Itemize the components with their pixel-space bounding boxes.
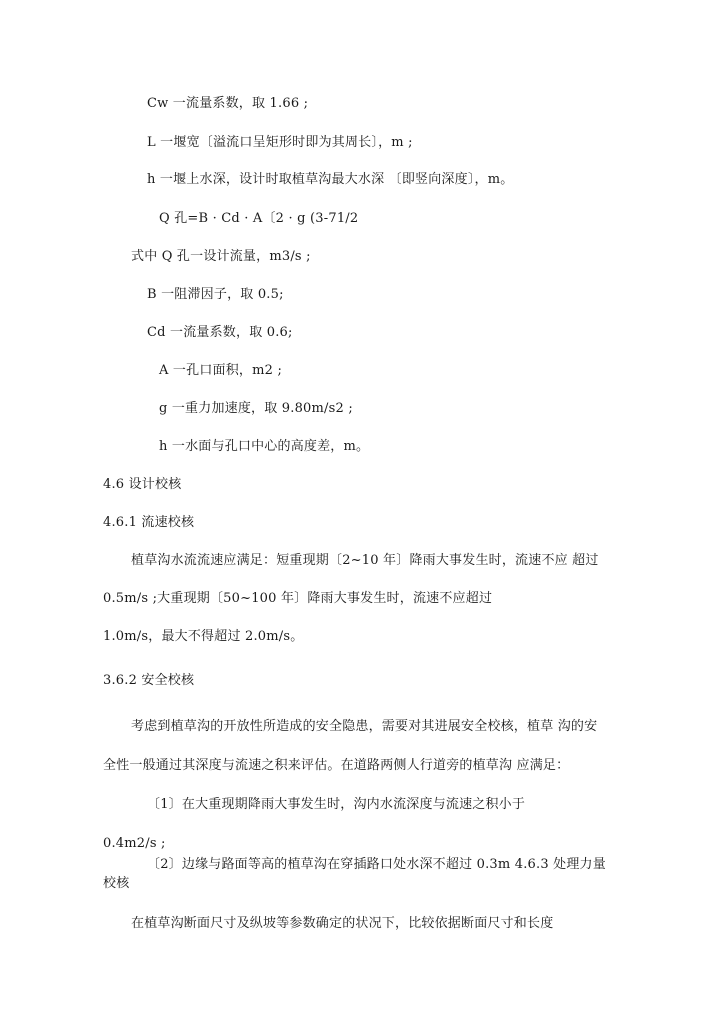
- text-line-cd: Cd 一流量系数，取 0.6;: [147, 325, 293, 340]
- text-line-weir-depth: h 一堰上水深，设计时取植草沟最大水深 〔即竖向深度〕，m。: [147, 172, 514, 187]
- paragraph-velocity-2: 0.5m/s ;大重现期〔50~100 年〕降雨大事发生时，流速不应超过: [103, 591, 493, 606]
- formula-orifice: Q 孔=B · Cd · A〔2 · g (3-71/2: [159, 211, 359, 226]
- text-line-cw: Cw 一流量系数，取 1.66 ;: [147, 96, 309, 111]
- list-item-1: 〔1〕在大重现期降雨大事发生时，沟内水流深度与流速之积小于: [147, 797, 526, 812]
- text-line-weir-width: L 一堰宽〔溢流口呈矩形时即为其周长〕，m ;: [147, 135, 413, 150]
- section-heading-4-6: 4.6 设计校核: [103, 477, 182, 492]
- paragraph-velocity-3: 1.0m/s，最大不得超过 2.0m/s。: [103, 629, 304, 644]
- section-heading-4-6-1: 4.6.1 流速校核: [103, 515, 195, 530]
- paragraph-treatment: 在植草沟断面尺寸及纵坡等参数确定的状况下，比较依据断面尺寸和长度: [131, 916, 554, 931]
- list-item-2-cont: 校核: [103, 876, 130, 891]
- paragraph-safety-2: 全性一般通过其深度与流速之积来评估。在道路两侧人行道旁的植草沟 应满足：: [103, 758, 570, 773]
- list-item-2: 〔2〕边缘与路面等高的植草沟在穿插路口处水深不超过 0.3m 4.6.3 处理力量: [147, 857, 606, 872]
- text-line-gravity: g 一重力加速度，取 9.80m/s2 ;: [159, 401, 353, 416]
- text-line-q-orifice: 式中 Q 孔一设计流量，m3/s ;: [131, 249, 311, 264]
- list-item-1-cont: 0.4m2/s ;: [103, 836, 166, 851]
- paragraph-velocity-1: 植草沟水流流速应满足：短重现期〔2~10 年〕降雨大事发生时，流速不应 超过: [131, 553, 599, 568]
- paragraph-safety-1: 考虑到植草沟的开放性所造成的安全隐患，需要对其进展安全校核，植草 沟的安: [131, 719, 598, 734]
- text-line-height-diff: h 一水面与孔口中心的高度差，m。: [159, 439, 370, 454]
- text-line-b-factor: B 一阻滞因子，取 0.5;: [147, 287, 284, 302]
- text-line-area: A 一孔口面积，m2 ;: [159, 363, 283, 378]
- section-heading-3-6-2: 3.6.2 安全校核: [103, 673, 195, 688]
